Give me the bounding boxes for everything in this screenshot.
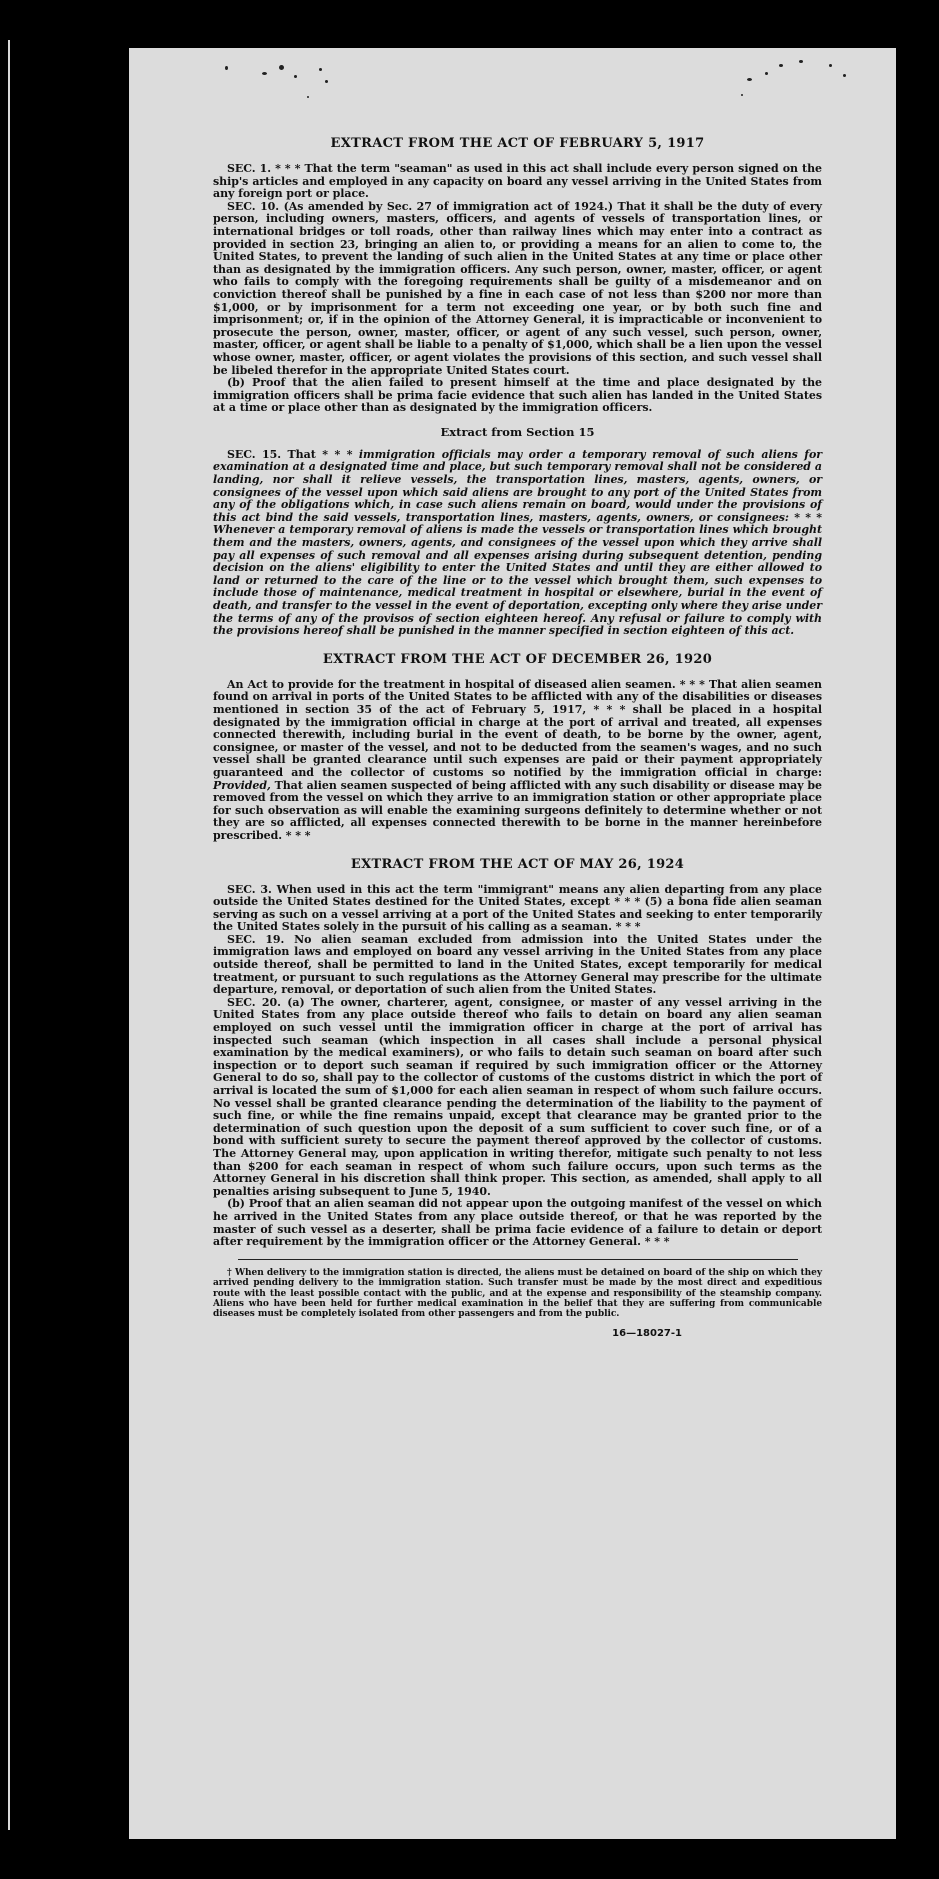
sec-10-b-paragraph: (b) Proof that the alien failed to present himself at the time and place designated by the immigration officers shall be prima facie evidence that such alien has landed in the United States at a time or place other than as designated by the immigration officers. [213,376,822,415]
heading-act-1920: EXTRACT FROM THE ACT OF DECEMBER 26, 1920 [322,651,713,667]
scan-edge-line [8,40,10,1830]
act-1920-paragraph [213,679,822,843]
footnote-block [213,1268,822,1320]
act-1920-tail: That alien seamen suspected of being afflicted with any such disability or disease may be removed from the vessel on which they arrive to an immigration station or other appropriate place for such observation as will enable the examining surgeons definitely to determine whether or not they are so afflicted, all expenses connected therewith to be borne in the manner hereinbefore prescribed. * * * [213,778,822,842]
heading-act-1917: EXTRACT FROM THE ACT OF FEBRUARY 5, 1917 [330,136,705,151]
sec-15-lead: SEC. 15. That * * * [227,447,359,461]
heading-section-15: Extract from Section 15 [440,424,595,439]
document-page [129,48,896,1839]
sec-10-paragraph: SEC. 10. (As amended by Sec. 27 of immigration act of 1924.) That it shall be the duty of every person, including owners, masters, officers, and agents of vessels of transportation lines, or international bridges or toll roads, other than railway lines which may enter into a contract as provided in section 23, bringing an alien to, or providing a means for an alien to come to, the United States, to prevent the landing of such alien in the United States at any time or place other than as designated by the immigration officers. Any such person, owner, master, officer, or agent who fails to comply with the foregoing requirements shall be guilty of a misdemeanor and on conviction thereof shall be punished by a fine in each case of not less than $200 nor more than $1,000, or by imprisonment for a term not exceeding one year, or by both such fine and imprisonment; or, if in the opinion of the Attorney General, it is impracticable or inconvenient to prosecute the person, owner, master, officer, or agent of any such vessel, such person, owner, master, officer, or agent shall be liable to a penalty of $1,000, which shall be a lien upon the vessel whose owner, master, officer, or agent violates the provisions of this section, and such vessel shall be libeled therefor in the appropriate United States court. [213,199,822,377]
sec-20-b-paragraph: (b) Proof that an alien seaman did not appear upon the outgoing manifest of the vessel on which he arrived in the United States from any place outside thereof, or that he was reported by the master of such vessel as a deserter, shall be prima facie evidence of a failure to detain or deport after requirement by the immigration officer or the Attorney General. * * * [213,1197,822,1249]
sec-19-paragraph: SEC. 19. No alien seaman excluded from admission into the United States under the immigration laws and employed on board any vessel arriving in the United States from any place outside thereof, shall be permitted to land in the United States, except temporarily for medical treatment, or pursuant to such regulations as the Attorney General may prescribe for the ultimate departure, removal, or deportation of such alien from the United States. [213,932,822,997]
act-1920-provided: Provided, [213,778,271,792]
act-1920-lead: An Act to provide for the treatment in hospital of diseased alien seamen. * * * That alien seamen found on arrival in ports of the United States to be afflicted with any of the disabilities or diseases mentioned in section 35 of the act of February 5, 1917, * * * shall be placed in a hospital designated by the immigration official in charge at the port of arrival and treated, all expenses connected therewith, including burial in the event of death, to be borne by the owner, agent, consignee, or master of the vessel, and not to be deducted from the seamen's wages, and no such vessel shall be granted clearance until such expenses are paid or their payment appropriately guaranteed and the collector of customs so notified by the immigration official in charge: [213,677,822,779]
footnote-divider [238,1259,798,1260]
footnote-text: † When delivery to the immigration station is directed, the aliens must be detained on board of the ship on which they arrived pending delivery to the immigration station. Such transfer must be made by the most direct and expeditious route with the least possible contact with the public, and at the expense and responsibility of the steamship company. Aliens who have been held for further medical examination in the belief that they are suffering from communicable diseases must be completely isolated from other passengers and from the public. [213,1267,822,1320]
sec-20-a-paragraph: SEC. 20. (a) The owner, charterer, agent, consignee, or master of any vessel arriving in the United States from any place outside thereof who fails to detain on board any alien seaman employed on such vessel until the immigration officer in charge at the port of arrival has inspected such seaman (which inspection in all cases shall include a personal physical examination by the medical examiners), or who fails to detain such seaman on board after such inspection or to deport such seaman if required by such immigration officer or the Attorney General to do so, shall pay to the collector of customs of the customs district in which the port of arrival is located the sum of $1,000 for each alien seaman in respect of whom such failure occurs. No vessel shall be granted clearance pending the determination of the liability to the payment of such fine, or while the fine remains unpaid, except that clearance may be granted prior to the determination of such question upon the deposit of a sum sufficient to cover such fine, or of a bond with sufficient surety to secure the payment thereof approved by the collector of customs. The Attorney General may, upon application in writing therefor, mitigate such penalty to not less than $200 for each seaman in respect of whom such failure occurs, upon such terms as the Attorney General in his discretion shall think proper. This section, as amended, shall apply to all penalties arising subsequent to June 5, 1940. [213,995,822,1198]
scan-specks [129,48,896,138]
sec-15-italic-text: immigration officials may order a temporary removal of such aliens for examination at a designated time and place, but such temporary removal shall not be considered a landing, nor shall it relieve vessels, the transportation lines, masters, agents, owners, or consignees of the vessel upon which said aliens are brought to any port of the United States from any of the obligations which, in case such aliens remain on board, would under the provisions of this act bind the said vessels, transportation lines, masters, agents, owners, or consignees: * * * Whenever a temporary removal of aliens is made the vessels or transportation lines which brought them and the masters, owners, agents, and consignees of the vessel upon which they arrive shall pay all expenses of such removal and all expenses arising during subsequent detention, pending decision on the aliens' eligibility to enter the United States and until they are either allowed to land or returned to the care of the line or to the vessel which brought them, such expenses to include those of maintenance, medical treatment in hospital or elsewhere, burial in the event of death, and transfer to the vessel in the event of deportation, excepting only where they arise under the terms of any of the provisos of section eighteen hereof. Any refusal or failure to comply with the provisions hereof shall be punished in the manner specified in section eighteen of this act. [213,447,823,638]
print-code: 16—18027-1 [612,1327,682,1339]
sec-15-paragraph [213,449,822,638]
sec-1-paragraph: SEC. 1. * * * That the term "seaman" as used in this act shall include every person signed on the ship's articles and employed in any capacity on board any vessel arriving in the United States from any foreign port or place. [213,162,822,201]
heading-act-1924: EXTRACT FROM THE ACT OF MAY 26, 1924 [350,856,685,872]
sec-3-paragraph: SEC. 3. When used in this act the term "immigrant" means any alien departing from any place outside the United States destined for the United States, except * * * (5) a bona fide alien seaman serving as such on a vessel arriving at a port of the United States and seeking to enter temporarily the United States solely in the pursuit of his calling as a seaman. * * * [213,882,822,934]
